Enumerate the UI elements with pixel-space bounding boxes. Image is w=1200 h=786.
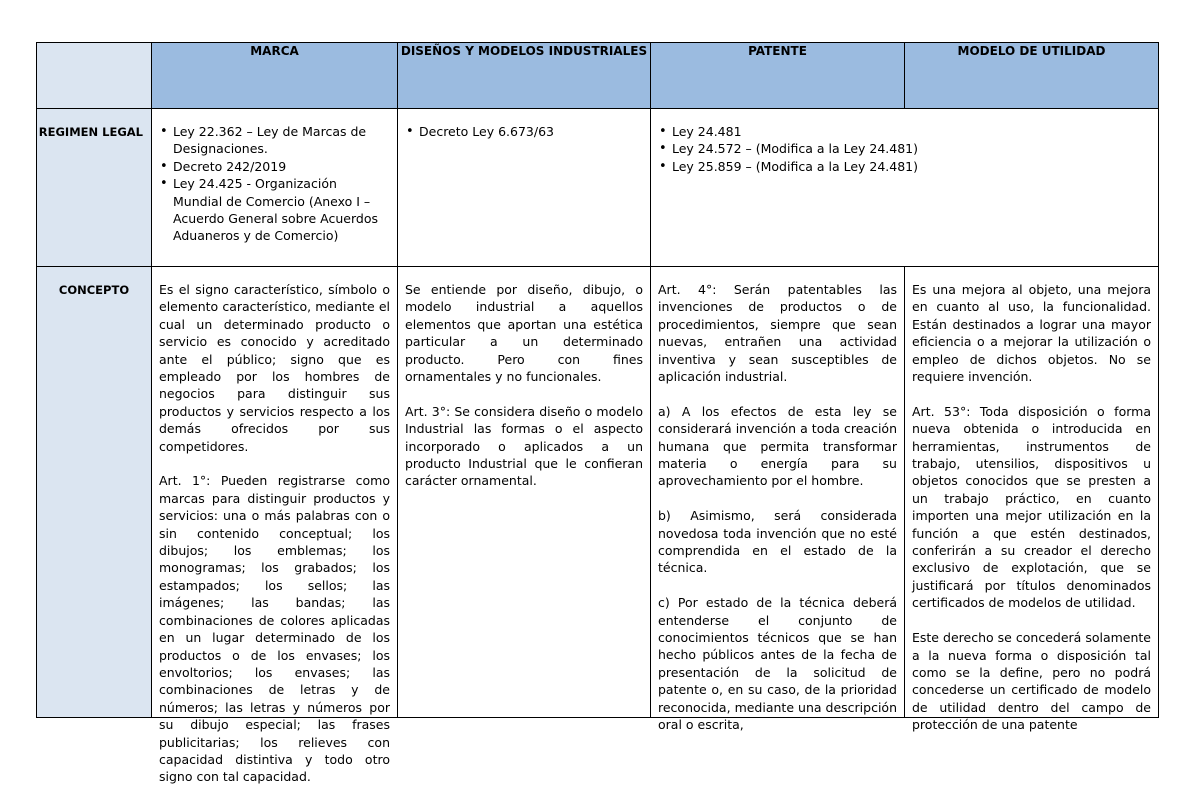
paragraph: Se entiende por diseño, dibujo, o modelo industrial a aquellos elementos que aportan una estética particular a un determinado producto. Pero con fines ornamentales y no funcionales. [405,282,643,385]
bullet-item: • Ley 24.481 [672,123,1151,140]
paragraph: Es una mejora al objeto, una mejora en cuanto al uso, la funcionalidad. Están destinados a lograr una mayor eficiencia o a mejorar la utilización o empleo de dichos objetos. No se requiere invención. [912,282,1151,385]
regimen-marca-list [159,123,390,245]
bullet-item: • Ley 24.572 – (Modifica a la Ley 24.481) [672,140,1151,157]
concepto-marca-text [159,281,390,785]
paragraph: Art. 4°: Serán patentables las invenciones de productos o de procedimientos, siempre que sean nuevas, entrañen una actividad inventiva y sean susceptibles de aplicación industrial. [658,282,897,385]
row-regimen-legal [37,109,1159,267]
paragraph: Este derecho se concederá solamente a la nueva forma o disposición tal como se la define, pero no podrá concederse un certificado de modelo de utilidad dentro del campo de protección de una patente [912,630,1151,733]
regimen-patente-list [658,123,1151,175]
row-label-regimen: REGIMEN LEGAL [37,109,152,267]
regimen-disenos-cell [398,109,651,267]
paragraph: Art. 1°: Pueden registrarse como marcas para distinguir productos y servicios: una o más palabras con o sin contenido conceptual; los dibujos; los emblemas; los monogramas; los grabados; los estampados; los sellos; las imágenes; las bandas; las combinaciones de colores aplicadas en un lugar determinado de los productos o de los envases; los envoltorios; los envases; las combinaciones de letras y de números; las letras y números por su dibujo especial; las frases publicitarias; los relieves con capacidad distintiva y todo otro signo con tal capacidad. [159,473,390,785]
bullet-item: • Decreto 242/2019 [173,158,390,175]
paragraph: c) Por estado de la técnica deberá entenderse el conjunto de conocimientos técnicos que se han hecho públicos antes de la fecha de presentación de la solicitud de patente o, en su caso, de la prioridad reconocida, mediante una descripción oral o escrita, [658,595,897,733]
bullet-item: • Ley 24.425 - Organización Mundial de Comercio (Anexo I – Acuerdo General sobre Acuerdos Aduaneros y de Comercio) [173,175,390,245]
paragraph: Es el signo característico, símbolo o elemento característico, mediante el cual un determinado producto o servicio es conocido y acreditado ante el público; signo que es empleado por los hombres de negocios para distinguir sus productos y servicios respecto a los demás ofrecidos por sus competidores. [159,282,390,454]
header-marca: MARCA [152,43,398,109]
row-label-concepto: CONCEPTO [37,267,152,718]
concepto-modelo-cell [905,267,1159,733]
comparison-table [36,42,1159,785]
header-modelo-utilidad: MODELO DE UTILIDAD [905,43,1159,109]
header-patente: PATENTE [651,43,905,109]
regimen-patente-modelo-cell [651,109,1159,267]
bullet-item: • Ley 25.859 – (Modifica a la Ley 24.481) [672,158,1151,175]
concepto-patente-cell [651,267,905,733]
header-corner-cell [37,43,152,109]
row-concepto [37,267,1159,718]
paragraph: Art. 3°: Se considera diseño o modelo Industrial las formas o el aspecto incorporado o aplicados a un producto Industrial que le confieran carácter ornamental. [405,403,643,489]
concepto-patente-text [658,281,897,733]
regimen-disenos-list [405,123,643,140]
regimen-marca-cell [152,109,398,267]
paragraph: Art. 53°: Toda disposición o forma nueva obtenida o introducida en herramientas, instrumentos de trabajo, utensilios, dispositivos u objetos conocidos que se presten a un trabajo práctico, en cuanto importen una mejor utilización en la función a que estén destinados, conferirán a su creador el derecho exclusivo de explotación, que se justificará por títulos denominados certificados de modelos de utilidad. [912,403,1151,611]
concepto-disenos-cell [398,267,651,718]
bullet-item: • Ley 22.362 – Ley de Marcas de Designaciones. [173,123,390,158]
concepto-disenos-text [405,281,643,699]
paragraph: b) Asimismo, será considerada novedosa toda invención que no esté comprendida en el estado de la técnica. [658,508,897,576]
paragraph: a) A los efectos de esta ley se considerará invención a toda creación humana que permita transformar materia o energía para su aprovechamiento por el hombre. [658,403,897,489]
header-disenos: DISEÑOS Y MODELOS INDUSTRIALES [398,43,651,109]
bullet-item: • Decreto Ley 6.673/63 [419,123,643,140]
concepto-marca-cell [152,267,398,785]
header-row [37,43,1159,109]
concepto-modelo-text [912,281,1151,733]
